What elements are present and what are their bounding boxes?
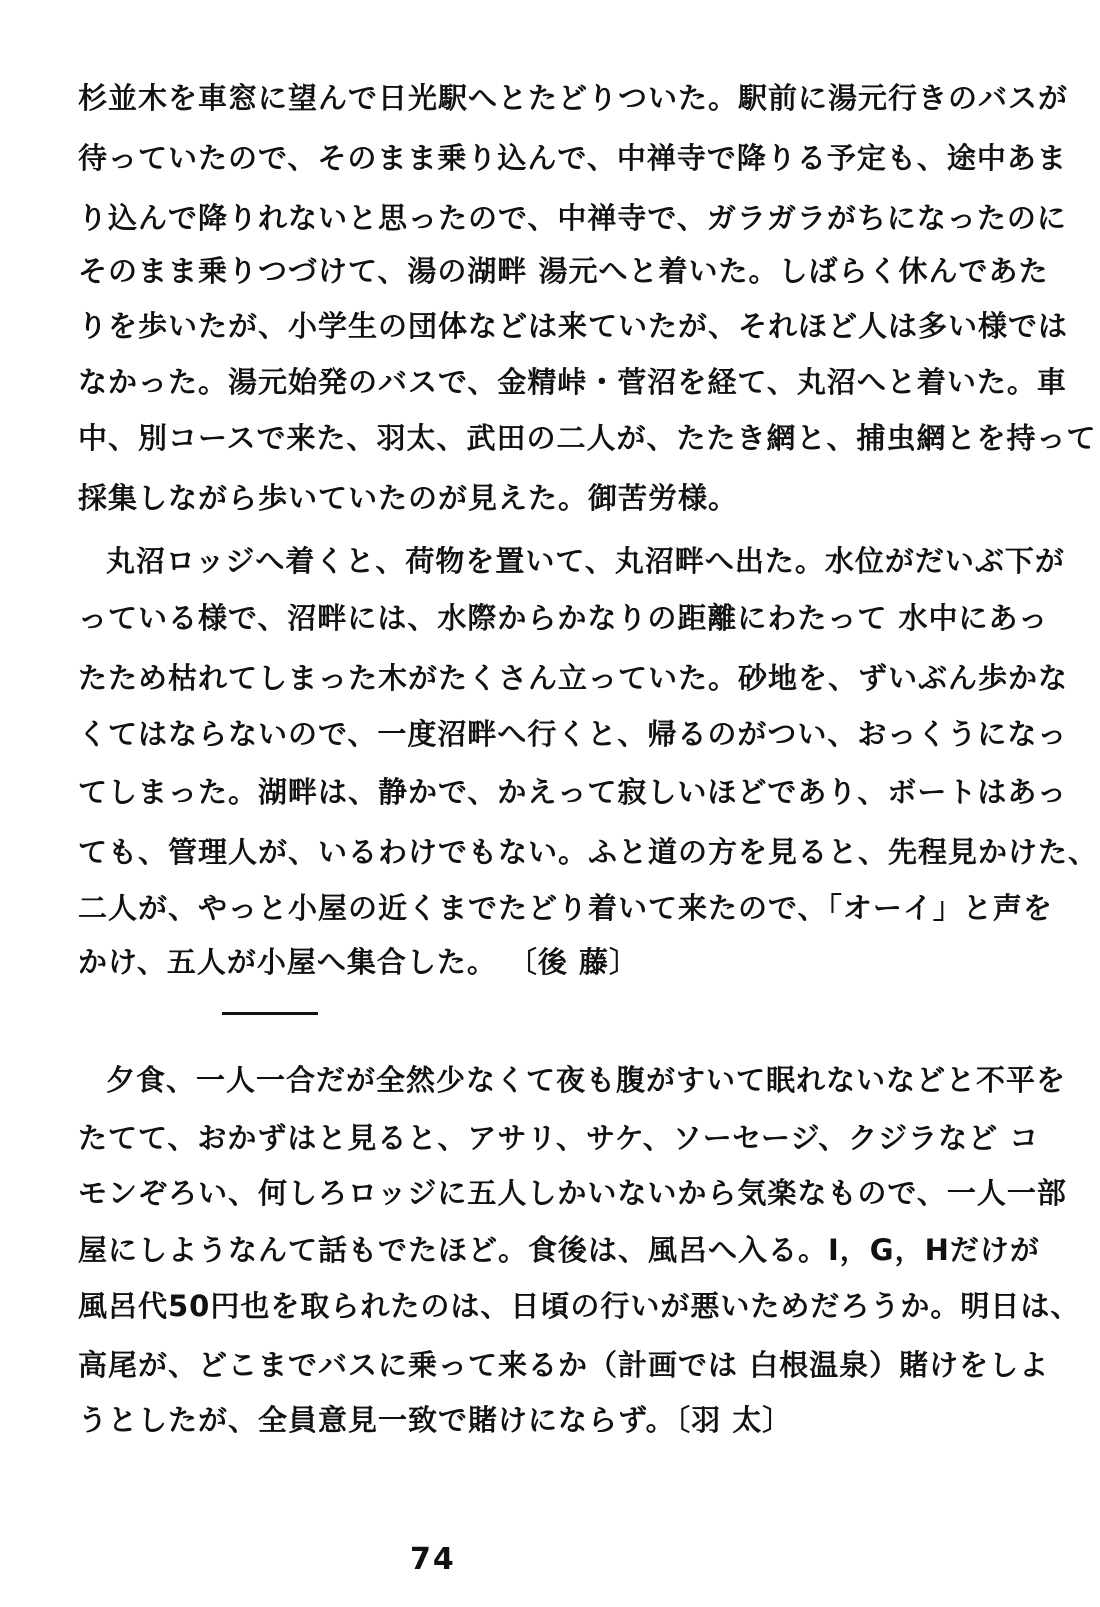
section2-line-1: 丸沼ロッジへ着くと、荷物を置いて、丸沼畔へ出た。水位がだいぶ下が [106, 544, 1065, 578]
section1-line-3: り込んで降りれないと思ったので、中禅寺で、ガラガラがちになったのに [78, 201, 1067, 235]
section2-line-7: 二人が、やっと小屋の近くまでたどり着いて来たので、「オーイ」と声を [78, 891, 1053, 925]
section1-line-7: 中、別コースで来た、羽太、武田の二人が、たたき網と、捕虫網とを持って [78, 421, 1097, 455]
section2-line-3: たため枯れてしまった木がたくさん立っていた。砂地を、ずいぶん歩かな [78, 661, 1069, 695]
section2-line-4: くてはならないので、一度沼畔へ行くと、帰るのがつい、おっくうになっ [78, 717, 1068, 751]
page-number: 74 [410, 1542, 456, 1577]
section-divider [222, 1012, 318, 1015]
section2-line-2: っている様で、沼畔には、水際からかなりの距離にわたって 水中にあっ [78, 601, 1049, 635]
section3-line-3: モンぞろい、何しろロッジに五人しかいないから気楽なもので、一人一部 [78, 1176, 1067, 1210]
section2-line-6: ても、管理人が、いるわけでもない。ふと道の方を見ると、先程見かけた、 [78, 835, 1099, 869]
section1-line-8: 採集しながら歩いていたのが見えた。御苦労様。 [78, 481, 739, 515]
section3-line-6: 高尾が、どこまでバスに乗って来るか（計画では 白根温泉）賭けをしよ [78, 1348, 1050, 1382]
section1-line-5: りを歩いたが、小学生の団体などは来ていたが、それほど人は多い様では [78, 309, 1069, 343]
section3-line-2: たてて、おかずはと見ると、アサリ、サケ、ソーセージ、クジラなど コ [78, 1121, 1040, 1155]
section1-line-2: 待っていたので、そのまま乗り込んで、中禅寺で降りる予定も、途中あま [78, 141, 1067, 175]
section1-line-1: 杉並木を車窓に望んで日光駅へとたどりついた。駅前に湯元行きのバスが [78, 81, 1069, 115]
section3-line-1: 夕食、一人一合だが全然少なくて夜も腹がすいて眠れないなどと不平を [106, 1063, 1067, 1097]
section3-line-5: 風呂代50円也を取られたのは、日頃の行いが悪いためだろうか。明日は、 [78, 1289, 1081, 1323]
section3-line-7: うとしたが、全員意見一致で賭けにならず。〔羽 太〕 [78, 1403, 793, 1437]
section1-line-4: そのまま乗りつづけて、湯の湖畔 湯元へと着いた。しばらく休んであた [78, 254, 1049, 288]
section2-line-5: てしまった。湖畔は、静かで、かえって寂しいほどであり、ボートはあっ [78, 775, 1068, 809]
section1-line-6: なかった。湯元始発のバスで、金精峠・菅沼を経て、丸沼へと着いた。車 [78, 365, 1067, 399]
section3-line-4: 屋にしようなんて話もでたほど。食後は、風呂へ入る。I，G，Hだけが [78, 1233, 1040, 1267]
section2-line-8: かけ、五人が小屋へ集合した。 〔後 藤〕 [78, 945, 640, 979]
